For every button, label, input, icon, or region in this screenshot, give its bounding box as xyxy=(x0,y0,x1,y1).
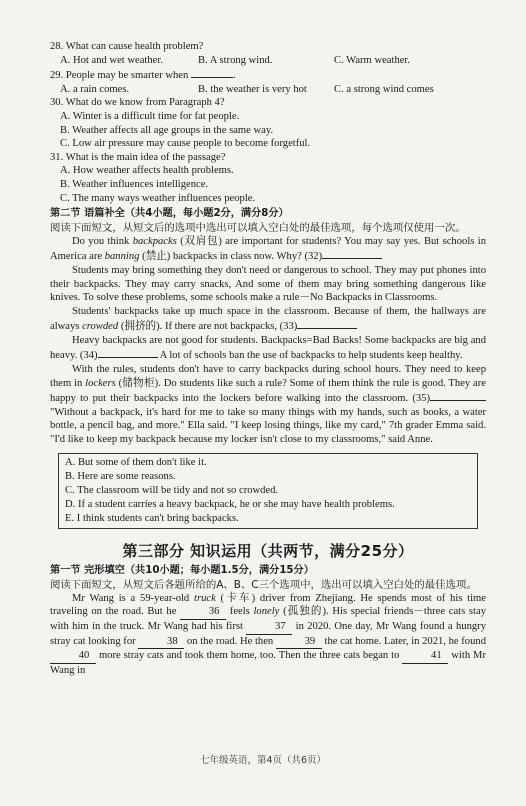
option-c: C. a strong wind comes xyxy=(334,83,434,95)
option-c: C. The many ways weather influences people. xyxy=(60,192,256,204)
option-b: B. A strong wind. xyxy=(198,54,273,66)
part-title: 第三部分 知识运用（共两节，满分25分） xyxy=(122,541,414,560)
answer-choices-box xyxy=(58,453,478,529)
section-heading: 第二节 语篇补全（共4小题，每小题2分，满分8分） xyxy=(50,208,289,220)
paragraph-5: With the rules, students don't have to carry backpacks during school hours. They need to keep them in lockers (储物柜). Do students like such a rule? Some of them think the rule is good. They are happy to put their backpacks into the lockers before walking into the classroom. (35) "Without a backpack, it's hard for me to take so many things with my hands, such as books, a water bottle, a pencil bag, and more." Ella said. "I keep losing things, like my card," 7th grader Emma said. "I'd like to keep my backpack because my locker isn't close to my classrooms," said Anne. xyxy=(50,364,486,446)
option-a: A. Hot and wet weather. xyxy=(60,54,163,66)
option-c: C. Warm weather. xyxy=(334,54,411,66)
section-instruction: 阅读下面短文，从短文后各题所给的A、B、C三个选项中，选出可以填入空白处的最佳选项。 xyxy=(50,578,477,591)
page-footer: 七年级英语，第4页（共6页） xyxy=(199,755,327,767)
question-30 xyxy=(50,96,486,150)
option-b: B. the weather is very hot xyxy=(198,83,307,95)
option-b: B. Weather influences intelligence. xyxy=(60,178,209,190)
section-instruction: 阅读下面短文，从短文后的选项中选出可以填入空白处的最佳选项，每个选项仅使用一次。 xyxy=(50,221,466,234)
paragraph-1: Do you think backpacks (双肩包) are important for students? You may say yes. But schools in America are banning (禁止) backpacks in class now. Why? (32) xyxy=(50,235,486,263)
question-28 xyxy=(50,40,486,67)
question-stem: 28. What can cause health problem? xyxy=(50,41,204,52)
option-c: C. Low air pressure may cause people to become forgetful. xyxy=(60,138,311,150)
question-stem: 30. What do we know from Paragraph 4? xyxy=(50,97,225,109)
option-a: A. Winter is a difficult time for fat people. xyxy=(60,110,240,122)
option-a: A. How weather affects health problems. xyxy=(60,165,234,177)
choice-e: E. I think students can't bring backpacks. xyxy=(65,512,239,524)
option-b: B. Weather affects all age groups in the same way. xyxy=(60,124,274,136)
paragraph-4: Heavy backpacks are not good for students. Backpacks=Bad Backs! Some backpacks are big and heavy. (34) A lot of schools ban the use of backpacks to help students keep healthy. xyxy=(50,334,486,362)
paragraph-2: Students may bring something they don't need or dangerous to school. They may put phones into their backpacks. They may carry snacks, And some of them may bring something dangerous like knives. To solve these problems, some schools make a rule－No Backpacks in Classrooms. xyxy=(50,264,486,304)
choice-a: A. But some of them don't like it. xyxy=(65,456,207,468)
section-heading: 第一节 完形填空（共10小题；每小题1.5分，满分15分） xyxy=(50,565,314,577)
paragraph-3: Students' backpacks take up much space in the classroom. Because of them, the hallways are always crowded (拥挤的). If there are not backpacks, (33) xyxy=(50,305,486,333)
choice-c: C. The classroom will be tidy and not so crowded. xyxy=(65,484,279,496)
cloze-passage: Mr Wang is a 59-year-old truck (卡车) driver from Zhejiang. He spends most of his time traveling on the road. But he 36 feels lonely (孤独的). His special friends－three cats stay with him in the truck. Mr Wang had his first 37 in 2020. One day, Mr Wang found a hungry stray cat looking for 38 on the road. He then 39 the cat home. Later, in 2021, he found 40 more stray cats and took them home, too. Then the three cats began to 41 with Mr Wang in xyxy=(50,592,487,676)
question-stem: 31. What is the main idea of the passage? xyxy=(50,151,226,163)
choice-d: D. If a student carries a heavy backpack, he or she may have health problems. xyxy=(65,498,395,510)
question-stem: 29. People may be smarter when . xyxy=(50,67,486,83)
choice-b: B. Here are some reasons. xyxy=(65,470,176,482)
question-31 xyxy=(50,151,486,205)
option-a: A. a rain comes. xyxy=(60,83,130,95)
question-29 xyxy=(50,67,486,96)
